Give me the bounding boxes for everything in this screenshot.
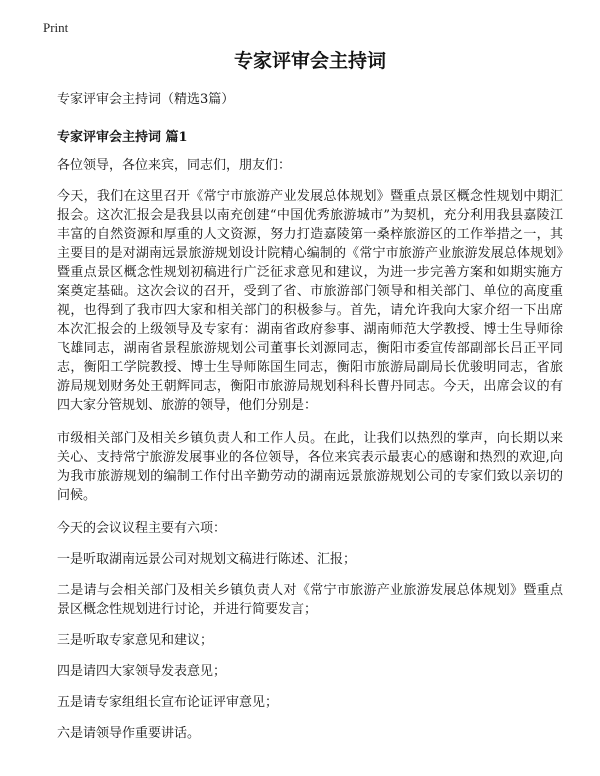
paragraph-agenda-item-3: 三是听取专家意见和建议； (57, 633, 214, 648)
paragraph-intro: 今天，我们在这里召开《常宁市旅游产业发展总体规划》暨重点景区概念性规划中期汇报会。这次汇报会是我县以南充创建“中国优秀旅游城市”为契机，充分利用我县嘉陵江丰富的自然资源和厚重的人文资源，努力打造嘉陵第一桑梓旅游区的工作举措之一，其主要目的是对湖南远景旅游规划设计院精心编制的《常宁市旅游产业旅游发展总体规划》暨重点景区概念性规划初稿进行广泛征求意见和建议，为进一步完善方案和如期实施方案奠定基础。这次会议的召开，受到了省、市旅游部门领导和相关部门、单位的高度重视，也得到了我市四大家和相关部门的积极参与。首先，请允许我向大家介绍一下出席本次汇报会的上级领导及专家有：湖南省政府参事、湖南师范大学教授、博士生导师徐飞雄同志，湖南省景程旅游规划公司董事长刘源同志，衡阳市委宣传部副部长吕正平同志，衡阳工学院教授、博士生导师陈国生同志，衡阳市旅游局副局长优骏明同志，省旅游局规划财务处王朝辉同志，衡阳市旅游局规划科科长曹丹同志。今天，出席会议的有四大家分管规划、旅游的领导，他们分别是： (57, 189, 563, 413)
paragraph-agenda-item-1: 一是听取湖南远景公司对规划文稿进行陈述、汇报； (57, 552, 357, 567)
document-subtitle: 专家评审会主持词（精选3篇） (57, 92, 235, 107)
document-body (57, 48, 563, 755)
paragraph-welcome: 市级相关部门及相关乡镇负责人和工作人员。在此，让我们以热烈的掌声，向长期以来关心、支持常宁旅游发展事业的各位领导，各位来宾表示最衷心的感谢和热烈的欢迎,向为我市旅游规划的编制工作付出辛勤劳动的湖南远景旅游规划公司的专家们致以亲切的问候。 (57, 431, 563, 503)
document-title: 专家评审会主持词 (233, 50, 386, 72)
paragraph-agenda-item-6: 六是请领导作重要讲话。 (57, 726, 201, 741)
paragraph-agenda-item-4: 四是请四大家领导发表意见； (57, 664, 227, 679)
paragraph-greeting: 各位领导，各位来宾，同志们，朋友们： (57, 158, 292, 173)
print-link[interactable]: Print (43, 20, 69, 35)
paragraph-agenda-item-2: 二是请与会相关部门及相关乡镇负责人对《常宁市旅游产业旅游发展总体规划》暨重点景区概念性规划进行讨论，并进行简要发言； (57, 583, 563, 617)
section-heading: 专家评审会主持词 篇1 (57, 130, 188, 145)
paragraph-agenda-item-5: 五是请专家组组长宣布论证评审意见； (57, 695, 279, 710)
paragraph-agenda-intro: 今天的会议议程主要有六项： (57, 521, 227, 536)
